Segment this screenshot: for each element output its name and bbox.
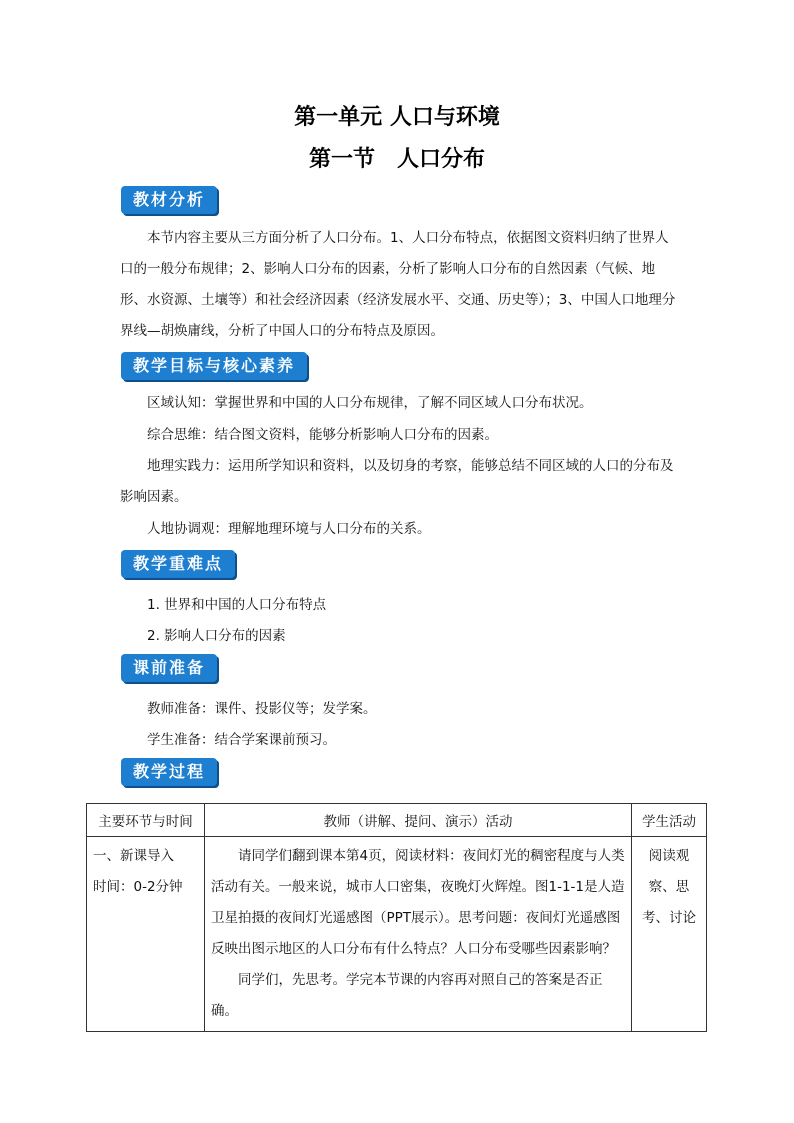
teacher-cell — [205, 837, 632, 1032]
preparation-item: 学生准备：结合学案课前预习。 — [147, 732, 336, 748]
teacher-paragraph: 同学们，先思考。学完本节课的内容再对照自己的答案是否正确。 — [211, 972, 603, 1019]
header-stage: 主要环节与时间 — [87, 804, 205, 837]
badge-key-points: 教学重难点 — [121, 550, 235, 578]
analysis-text: 本节内容主要从三方面分析了人口分布。1、人口分布特点，依据图文资料归纳了世界人口的一般分布规律；2、影响人口分布的因素，分析了影响人口分布的自然因素（气候、地形、水资源、土壤等）和社会经济因素（经济发展水平、交通、历史等）；3、中国人口地理分界线—胡焕庸线，分析了中国人口的分布特点及原因。 — [120, 230, 676, 339]
key-point-item: 2. 影响人口分布的因素 — [147, 628, 286, 644]
header-student: 学生活动 — [632, 804, 707, 837]
badge-preparation: 课前准备 — [121, 654, 217, 682]
badge-process: 教学过程 — [121, 758, 217, 786]
table-header-row — [87, 804, 707, 837]
goal-item: 人地协调观：理解地理环境与人口分布的关系。 — [147, 521, 431, 537]
goal-item: 地理实践力：运用所学知识和资料，以及切身的考察，能够总结不同区域的人口的分布及影响因素。 — [120, 458, 674, 505]
badge-goals: 教学目标与核心素养 — [121, 352, 307, 380]
key-point-item: 1. 世界和中国的人口分布特点 — [147, 597, 327, 613]
section-title: 第一节 人口分布 — [308, 146, 485, 172]
preparation-item: 教师准备：课件、投影仪等；发学案。 — [147, 701, 377, 717]
stage-cell — [87, 837, 205, 1032]
table-row — [87, 837, 707, 1032]
process-table — [86, 803, 707, 1032]
student-cell: 阅读观察、思考、讨论 — [632, 837, 707, 1032]
stage-label: 一、新课导入 — [93, 848, 174, 864]
goal-item: 综合思维：结合图文资料，能够分析影响人口分布的因素。 — [147, 427, 498, 443]
stage-time: 时间：0-2分钟 — [93, 879, 183, 895]
badge-analysis: 教材分析 — [121, 186, 217, 214]
header-teacher: 教师（讲解、提问、演示）活动 — [205, 804, 632, 837]
teacher-paragraph: 请同学们翻到课本第4页，阅读材料：夜间灯光的稠密程度与人类活动有关。一般来说，城市人口密集，夜晚灯火辉煌。图1-1-1是人造卫星拍摄的夜间灯光遥感图（PPT展示）。思考问题：夜间灯光遥感图反映出图示地区的人口分布有什么特点？人口分布受哪些因素影响？ — [211, 848, 625, 957]
goal-item: 区域认知：掌握世界和中国的人口分布规律，了解不同区域人口分布状况。 — [147, 395, 593, 411]
unit-title: 第一单元 人口与环境 — [294, 104, 500, 130]
